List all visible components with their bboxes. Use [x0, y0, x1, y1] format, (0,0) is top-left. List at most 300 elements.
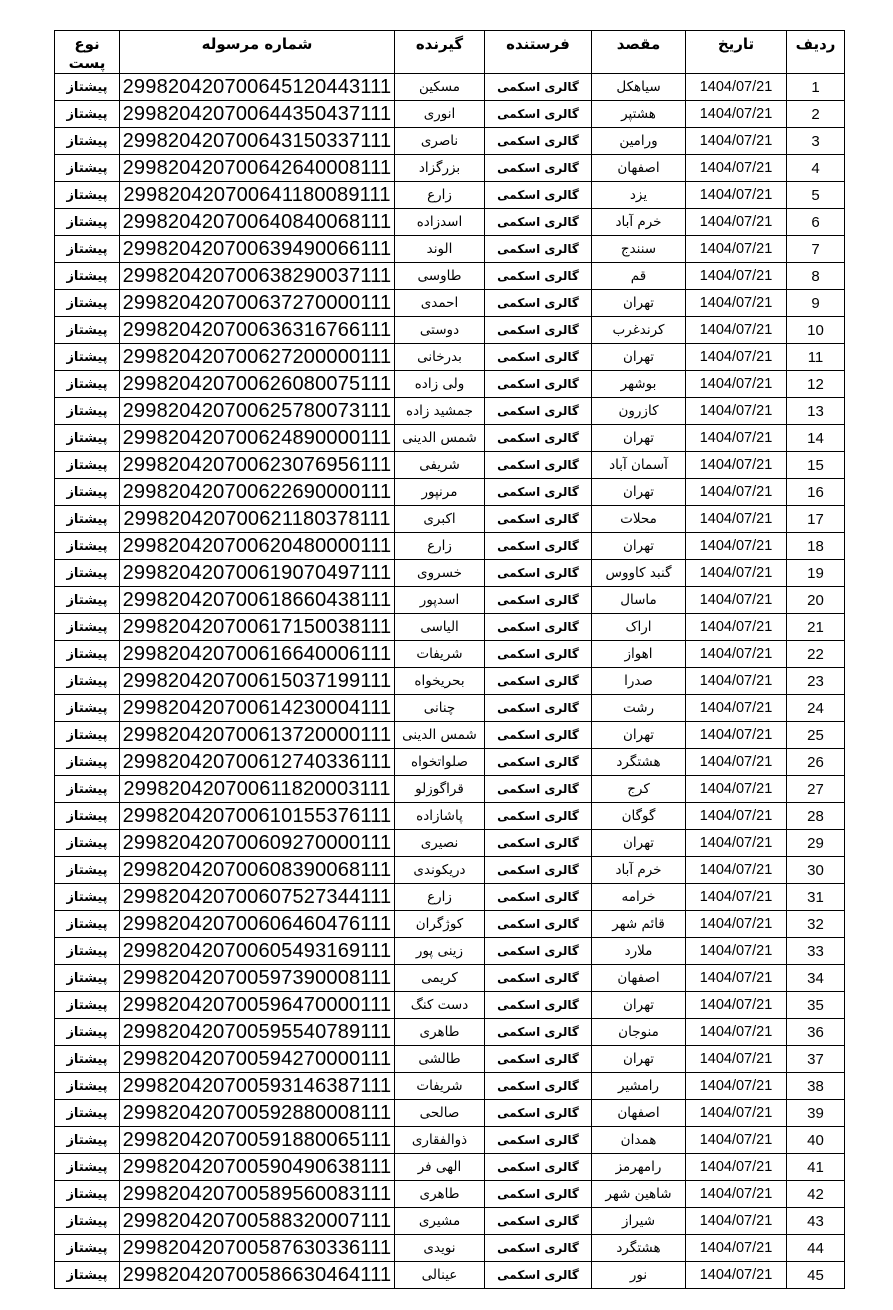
sender-cell: گالری اسکمی	[485, 479, 592, 506]
table-row	[55, 1019, 845, 1046]
table-row	[55, 263, 845, 290]
receiver-cell: زارع	[395, 182, 485, 209]
header-row-number: ردیف	[787, 31, 845, 74]
receiver-cell: الوند	[395, 236, 485, 263]
sender-cell: گالری اسکمی	[485, 1046, 592, 1073]
row-number-cell: 35	[787, 992, 845, 1019]
destination-cell: قم	[592, 263, 686, 290]
tracking-number-cell: 299820420700637270000111	[120, 290, 395, 317]
date-cell: 1404/07/21	[686, 857, 787, 884]
date-cell: 1404/07/21	[686, 1235, 787, 1262]
post-type-cell: پیشتاز	[55, 830, 120, 857]
receiver-cell: صلواتخواه	[395, 749, 485, 776]
date-cell: 1404/07/21	[686, 1073, 787, 1100]
receiver-cell: ناصری	[395, 128, 485, 155]
receiver-cell: خسروی	[395, 560, 485, 587]
date-cell: 1404/07/21	[686, 236, 787, 263]
sender-cell: گالری اسکمی	[485, 371, 592, 398]
post-type-cell: پیشتاز	[55, 74, 120, 101]
receiver-cell: اسدپور	[395, 587, 485, 614]
row-number-cell: 12	[787, 371, 845, 398]
receiver-cell: مشیری	[395, 1208, 485, 1235]
sender-cell: گالری اسکمی	[485, 155, 592, 182]
destination-cell: محلات	[592, 506, 686, 533]
row-number-cell: 28	[787, 803, 845, 830]
post-type-cell: پیشتاز	[55, 884, 120, 911]
post-type-cell: پیشتاز	[55, 803, 120, 830]
receiver-cell: جمشید زاده	[395, 398, 485, 425]
date-cell: 1404/07/21	[686, 695, 787, 722]
destination-cell: صدرا	[592, 668, 686, 695]
tracking-number-cell: 299820420700616640006111	[120, 641, 395, 668]
sender-cell: گالری اسکمی	[485, 587, 592, 614]
destination-cell: یزد	[592, 182, 686, 209]
post-type-cell: پیشتاز	[55, 668, 120, 695]
tracking-number-cell: 299820420700606460476111	[120, 911, 395, 938]
sender-cell: گالری اسکمی	[485, 533, 592, 560]
receiver-cell: چنانی	[395, 695, 485, 722]
post-type-cell: پیشتاز	[55, 1154, 120, 1181]
table-row	[55, 1235, 845, 1262]
sender-cell: گالری اسکمی	[485, 857, 592, 884]
sender-cell: گالری اسکمی	[485, 668, 592, 695]
row-number-cell: 3	[787, 128, 845, 155]
post-type-cell: پیشتاز	[55, 344, 120, 371]
tracking-number-cell: 299820420700615037199111	[120, 668, 395, 695]
date-cell: 1404/07/21	[686, 965, 787, 992]
row-number-cell: 1	[787, 74, 845, 101]
destination-cell: اهواز	[592, 641, 686, 668]
sender-cell: گالری اسکمی	[485, 560, 592, 587]
table-row	[55, 830, 845, 857]
post-type-cell: پیشتاز	[55, 587, 120, 614]
destination-cell: رامهرمز	[592, 1154, 686, 1181]
row-number-cell: 6	[787, 209, 845, 236]
receiver-cell: اکبری	[395, 506, 485, 533]
date-cell: 1404/07/21	[686, 1208, 787, 1235]
table-row	[55, 992, 845, 1019]
destination-cell: تهران	[592, 533, 686, 560]
sender-cell: گالری اسکمی	[485, 425, 592, 452]
date-cell: 1404/07/21	[686, 668, 787, 695]
post-type-cell: پیشتاز	[55, 155, 120, 182]
post-type-cell: پیشتاز	[55, 614, 120, 641]
tracking-number-cell: 299820420700639490066111	[120, 236, 395, 263]
post-type-cell: پیشتاز	[55, 236, 120, 263]
sender-cell: گالری اسکمی	[485, 1262, 592, 1289]
table-row	[55, 938, 845, 965]
sender-cell: گالری اسکمی	[485, 992, 592, 1019]
header-destination: مقصد	[592, 31, 686, 74]
row-number-cell: 9	[787, 290, 845, 317]
post-type-cell: پیشتاز	[55, 776, 120, 803]
receiver-cell: شمس الدینی	[395, 425, 485, 452]
destination-cell: همدان	[592, 1127, 686, 1154]
date-cell: 1404/07/21	[686, 101, 787, 128]
receiver-cell: بحریخواه	[395, 668, 485, 695]
row-number-cell: 31	[787, 884, 845, 911]
sender-cell: گالری اسکمی	[485, 263, 592, 290]
receiver-cell: طالشی	[395, 1046, 485, 1073]
destination-cell: تهران	[592, 290, 686, 317]
post-type-cell: پیشتاز	[55, 938, 120, 965]
date-cell: 1404/07/21	[686, 641, 787, 668]
post-type-cell: پیشتاز	[55, 263, 120, 290]
post-type-cell: پیشتاز	[55, 128, 120, 155]
date-cell: 1404/07/21	[686, 209, 787, 236]
row-number-cell: 39	[787, 1100, 845, 1127]
post-type-cell: پیشتاز	[55, 371, 120, 398]
table-row	[55, 884, 845, 911]
sender-cell: گالری اسکمی	[485, 830, 592, 857]
sender-cell: گالری اسکمی	[485, 317, 592, 344]
shipment-table	[54, 30, 845, 1289]
date-cell: 1404/07/21	[686, 776, 787, 803]
date-cell: 1404/07/21	[686, 1046, 787, 1073]
date-cell: 1404/07/21	[686, 344, 787, 371]
destination-cell: بوشهر	[592, 371, 686, 398]
header-row	[55, 31, 845, 74]
table-row	[55, 209, 845, 236]
tracking-number-cell: 299820420700638290037111	[120, 263, 395, 290]
tracking-number-cell: 299820420700589560083111	[120, 1181, 395, 1208]
receiver-cell: عینالی	[395, 1262, 485, 1289]
sender-cell: گالری اسکمی	[485, 1208, 592, 1235]
destination-cell: اصفهان	[592, 1100, 686, 1127]
row-number-cell: 41	[787, 1154, 845, 1181]
header-tracking-number: شماره مرسوله	[120, 31, 395, 74]
date-cell: 1404/07/21	[686, 452, 787, 479]
row-number-cell: 15	[787, 452, 845, 479]
post-type-cell: پیشتاز	[55, 857, 120, 884]
row-number-cell: 13	[787, 398, 845, 425]
post-type-cell: پیشتاز	[55, 209, 120, 236]
destination-cell: ملارد	[592, 938, 686, 965]
receiver-cell: اسدزاده	[395, 209, 485, 236]
row-number-cell: 22	[787, 641, 845, 668]
date-cell: 1404/07/21	[686, 1127, 787, 1154]
tracking-number-cell: 299820420700624890000111	[120, 425, 395, 452]
table-row	[55, 506, 845, 533]
row-number-cell: 42	[787, 1181, 845, 1208]
sender-cell: گالری اسکمی	[485, 938, 592, 965]
tracking-number-cell: 299820420700608390068111	[120, 857, 395, 884]
table-row	[55, 182, 845, 209]
date-cell: 1404/07/21	[686, 74, 787, 101]
post-type-cell: پیشتاز	[55, 965, 120, 992]
date-cell: 1404/07/21	[686, 317, 787, 344]
row-number-cell: 10	[787, 317, 845, 344]
post-type-cell: پیشتاز	[55, 452, 120, 479]
date-cell: 1404/07/21	[686, 911, 787, 938]
table-row	[55, 1181, 845, 1208]
sender-cell: گالری اسکمی	[485, 641, 592, 668]
tracking-number-cell: 299820420700617150038111	[120, 614, 395, 641]
destination-cell: منوجان	[592, 1019, 686, 1046]
tracking-number-cell: 299820420700605493169111	[120, 938, 395, 965]
row-number-cell: 44	[787, 1235, 845, 1262]
sender-cell: گالری اسکمی	[485, 101, 592, 128]
table-row	[55, 1100, 845, 1127]
header-sender: فرستنده	[485, 31, 592, 74]
post-type-cell: پیشتاز	[55, 1235, 120, 1262]
tracking-number-cell: 299820420700596470000111	[120, 992, 395, 1019]
tracking-number-cell: 299820420700612740336111	[120, 749, 395, 776]
destination-cell: کرج	[592, 776, 686, 803]
tracking-number-cell: 299820420700621180378111	[120, 506, 395, 533]
table-row	[55, 236, 845, 263]
header-post-type: نوع پست	[55, 31, 120, 74]
table-row	[55, 560, 845, 587]
destination-cell: هشتپر	[592, 101, 686, 128]
destination-cell: آسمان آباد	[592, 452, 686, 479]
date-cell: 1404/07/21	[686, 938, 787, 965]
receiver-cell: انوری	[395, 101, 485, 128]
post-type-cell: پیشتاز	[55, 1208, 120, 1235]
header-date: تاریخ	[686, 31, 787, 74]
table-row	[55, 668, 845, 695]
tracking-number-cell: 299820420700595540789111	[120, 1019, 395, 1046]
receiver-cell: بدرخانی	[395, 344, 485, 371]
tracking-number-cell: 299820420700610155376111	[120, 803, 395, 830]
date-cell: 1404/07/21	[686, 722, 787, 749]
sender-cell: گالری اسکمی	[485, 74, 592, 101]
table-row	[55, 74, 845, 101]
sender-cell: گالری اسکمی	[485, 884, 592, 911]
destination-cell: تهران	[592, 830, 686, 857]
row-number-cell: 26	[787, 749, 845, 776]
date-cell: 1404/07/21	[686, 749, 787, 776]
receiver-cell: طاهری	[395, 1019, 485, 1046]
date-cell: 1404/07/21	[686, 992, 787, 1019]
table-row	[55, 1073, 845, 1100]
table-row	[55, 398, 845, 425]
row-number-cell: 25	[787, 722, 845, 749]
sender-cell: گالری اسکمی	[485, 911, 592, 938]
destination-cell: تهران	[592, 992, 686, 1019]
row-number-cell: 11	[787, 344, 845, 371]
row-number-cell: 29	[787, 830, 845, 857]
sender-cell: گالری اسکمی	[485, 1154, 592, 1181]
post-type-cell: پیشتاز	[55, 1262, 120, 1289]
table-row	[55, 776, 845, 803]
row-number-cell: 37	[787, 1046, 845, 1073]
row-number-cell: 30	[787, 857, 845, 884]
tracking-number-cell: 299820420700626080075111	[120, 371, 395, 398]
destination-cell: تهران	[592, 1046, 686, 1073]
receiver-cell: پاشازاده	[395, 803, 485, 830]
receiver-cell: زارع	[395, 533, 485, 560]
post-type-cell: پیشتاز	[55, 1073, 120, 1100]
table-row	[55, 614, 845, 641]
tracking-number-cell: 299820420700642640008111	[120, 155, 395, 182]
destination-cell: سنندج	[592, 236, 686, 263]
table-row	[55, 155, 845, 182]
destination-cell: اصفهان	[592, 965, 686, 992]
post-type-cell: پیشتاز	[55, 560, 120, 587]
receiver-cell: ذوالفقاری	[395, 1127, 485, 1154]
table-row	[55, 722, 845, 749]
row-number-cell: 14	[787, 425, 845, 452]
row-number-cell: 4	[787, 155, 845, 182]
receiver-cell: الیاسی	[395, 614, 485, 641]
destination-cell: شاهین شهر	[592, 1181, 686, 1208]
post-type-cell: پیشتاز	[55, 911, 120, 938]
sender-cell: گالری اسکمی	[485, 749, 592, 776]
row-number-cell: 20	[787, 587, 845, 614]
receiver-cell: الهی فر	[395, 1154, 485, 1181]
destination-cell: خرم آباد	[592, 209, 686, 236]
destination-cell: خرامه	[592, 884, 686, 911]
table-body	[55, 74, 845, 1289]
tracking-number-cell: 299820420700593146387111	[120, 1073, 395, 1100]
date-cell: 1404/07/21	[686, 182, 787, 209]
tracking-number-cell: 299820420700613720000111	[120, 722, 395, 749]
receiver-cell: دست کنگ	[395, 992, 485, 1019]
post-type-cell: پیشتاز	[55, 722, 120, 749]
receiver-cell: صالحی	[395, 1100, 485, 1127]
post-type-cell: پیشتاز	[55, 992, 120, 1019]
date-cell: 1404/07/21	[686, 614, 787, 641]
table-row	[55, 344, 845, 371]
sender-cell: گالری اسکمی	[485, 965, 592, 992]
destination-cell: تهران	[592, 344, 686, 371]
tracking-number-cell: 299820420700643150337111	[120, 128, 395, 155]
table-row	[55, 101, 845, 128]
table-row	[55, 533, 845, 560]
tracking-number-cell: 299820420700586630464111	[120, 1262, 395, 1289]
table-row	[55, 587, 845, 614]
destination-cell: اراک	[592, 614, 686, 641]
sender-cell: گالری اسکمی	[485, 1100, 592, 1127]
receiver-cell: زینی پور	[395, 938, 485, 965]
row-number-cell: 18	[787, 533, 845, 560]
document-page	[0, 30, 893, 1310]
destination-cell: کرندغرب	[592, 317, 686, 344]
header-receiver: گیرنده	[395, 31, 485, 74]
tracking-number-cell: 299820420700627200000111	[120, 344, 395, 371]
tracking-number-cell: 299820420700611820003111	[120, 776, 395, 803]
receiver-cell: شمس الدینی	[395, 722, 485, 749]
sender-cell: گالری اسکمی	[485, 452, 592, 479]
table-row	[55, 1208, 845, 1235]
receiver-cell: طاهری	[395, 1181, 485, 1208]
destination-cell: ورامین	[592, 128, 686, 155]
row-number-cell: 2	[787, 101, 845, 128]
tracking-number-cell: 299820420700622690000111	[120, 479, 395, 506]
destination-cell: هشتگرد	[592, 749, 686, 776]
tracking-number-cell: 299820420700618660438111	[120, 587, 395, 614]
table-row	[55, 1262, 845, 1289]
table-row	[55, 371, 845, 398]
destination-cell: رشت	[592, 695, 686, 722]
destination-cell: گنبد کاووس	[592, 560, 686, 587]
row-number-cell: 34	[787, 965, 845, 992]
table-row	[55, 965, 845, 992]
destination-cell: تهران	[592, 425, 686, 452]
date-cell: 1404/07/21	[686, 1100, 787, 1127]
tracking-number-cell: 299820420700636316766111	[120, 317, 395, 344]
receiver-cell: احمدی	[395, 290, 485, 317]
tracking-number-cell: 299820420700597390008111	[120, 965, 395, 992]
destination-cell: تهران	[592, 722, 686, 749]
tracking-number-cell: 299820420700623076956111	[120, 452, 395, 479]
post-type-cell: پیشتاز	[55, 1127, 120, 1154]
date-cell: 1404/07/21	[686, 587, 787, 614]
sender-cell: گالری اسکمی	[485, 722, 592, 749]
table-row	[55, 452, 845, 479]
table-row	[55, 479, 845, 506]
row-number-cell: 5	[787, 182, 845, 209]
sender-cell: گالری اسکمی	[485, 344, 592, 371]
row-number-cell: 38	[787, 1073, 845, 1100]
post-type-cell: پیشتاز	[55, 182, 120, 209]
date-cell: 1404/07/21	[686, 803, 787, 830]
row-number-cell: 45	[787, 1262, 845, 1289]
sender-cell: گالری اسکمی	[485, 1019, 592, 1046]
receiver-cell: شریفات	[395, 1073, 485, 1100]
date-cell: 1404/07/21	[686, 371, 787, 398]
row-number-cell: 24	[787, 695, 845, 722]
tracking-number-cell: 299820420700609270000111	[120, 830, 395, 857]
sender-cell: گالری اسکمی	[485, 803, 592, 830]
tracking-number-cell: 299820420700587630336111	[120, 1235, 395, 1262]
receiver-cell: شریفی	[395, 452, 485, 479]
post-type-cell: پیشتاز	[55, 101, 120, 128]
destination-cell: ماسال	[592, 587, 686, 614]
row-number-cell: 36	[787, 1019, 845, 1046]
destination-cell: قائم شهر	[592, 911, 686, 938]
receiver-cell: دوستی	[395, 317, 485, 344]
destination-cell: سیاهکل	[592, 74, 686, 101]
table-row	[55, 1127, 845, 1154]
post-type-cell: پیشتاز	[55, 1181, 120, 1208]
destination-cell: رامشیر	[592, 1073, 686, 1100]
date-cell: 1404/07/21	[686, 1181, 787, 1208]
receiver-cell: قراگوزلو	[395, 776, 485, 803]
date-cell: 1404/07/21	[686, 263, 787, 290]
sender-cell: گالری اسکمی	[485, 290, 592, 317]
receiver-cell: مسکین	[395, 74, 485, 101]
receiver-cell: مرنپور	[395, 479, 485, 506]
sender-cell: گالری اسکمی	[485, 1181, 592, 1208]
destination-cell: اصفهان	[592, 155, 686, 182]
table-row	[55, 641, 845, 668]
table-row	[55, 911, 845, 938]
tracking-number-cell: 299820420700591880065111	[120, 1127, 395, 1154]
date-cell: 1404/07/21	[686, 1154, 787, 1181]
row-number-cell: 33	[787, 938, 845, 965]
post-type-cell: پیشتاز	[55, 506, 120, 533]
receiver-cell: کریمی	[395, 965, 485, 992]
receiver-cell: نویدی	[395, 1235, 485, 1262]
tracking-number-cell: 299820420700614230004111	[120, 695, 395, 722]
date-cell: 1404/07/21	[686, 533, 787, 560]
date-cell: 1404/07/21	[686, 1262, 787, 1289]
row-number-cell: 40	[787, 1127, 845, 1154]
tracking-number-cell: 299820420700607527344111	[120, 884, 395, 911]
date-cell: 1404/07/21	[686, 506, 787, 533]
row-number-cell: 17	[787, 506, 845, 533]
tracking-number-cell: 299820420700619070497111	[120, 560, 395, 587]
row-number-cell: 19	[787, 560, 845, 587]
tracking-number-cell: 299820420700588320007111	[120, 1208, 395, 1235]
tracking-number-cell: 299820420700625780073111	[120, 398, 395, 425]
sender-cell: گالری اسکمی	[485, 128, 592, 155]
receiver-cell: بزرگزاد	[395, 155, 485, 182]
destination-cell: نور	[592, 1262, 686, 1289]
post-type-cell: پیشتاز	[55, 1019, 120, 1046]
